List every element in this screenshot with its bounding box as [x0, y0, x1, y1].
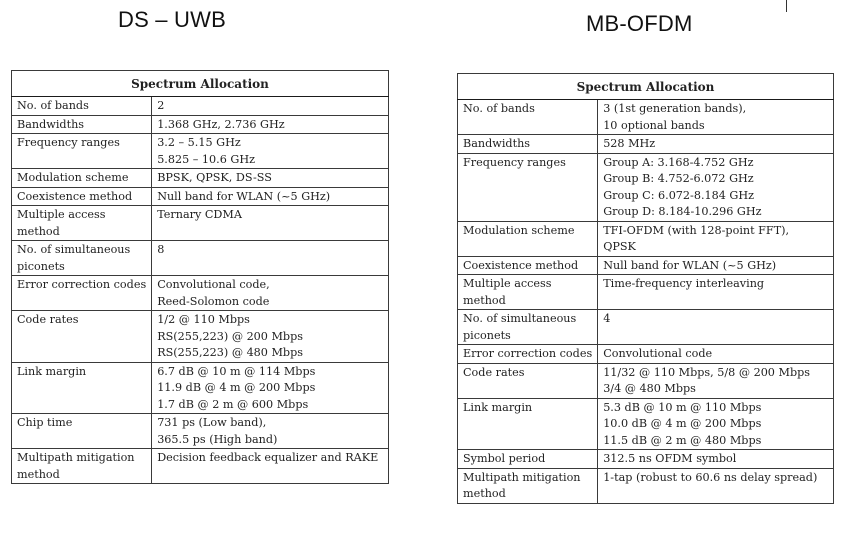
table-header-row	[458, 74, 834, 100]
row-label	[12, 414, 152, 449]
value-line: 11/32 @ 110 Mbps, 5/8 @ 200 Mbps	[603, 365, 811, 379]
ds-uwb-spec-table	[11, 70, 389, 484]
value-line: 1.7 dB @ 2 m @ 600 Mbps	[157, 397, 309, 411]
value-line: Decision feedback equalizer and RAKE	[157, 451, 379, 464]
row-label	[458, 153, 598, 221]
ds-uwb-heading: DS – UWB	[118, 7, 226, 32]
row-label	[12, 169, 152, 188]
row-value	[152, 187, 389, 206]
mb-ofdm-spec-table	[457, 73, 834, 504]
label-line: Bandwidths	[463, 137, 531, 150]
row-value	[598, 468, 834, 503]
value-line: 8	[157, 243, 165, 256]
value-line: 2	[157, 99, 165, 112]
value-line: Time-frequency interleaving	[603, 277, 765, 290]
row-label	[458, 310, 598, 345]
table-row	[458, 100, 834, 135]
table-row	[12, 97, 389, 116]
row-value	[152, 449, 389, 484]
value-line: 11.5 dB @ 2 m @ 480 Mbps	[603, 433, 762, 447]
table-header-row	[12, 71, 389, 97]
row-label	[12, 97, 152, 116]
table-title: Spectrum Allocation	[12, 71, 389, 97]
row-label	[12, 187, 152, 206]
table-row	[12, 276, 389, 311]
table-row	[12, 187, 389, 206]
label-line: piconets	[17, 259, 65, 273]
row-label	[458, 345, 598, 364]
table-row	[12, 362, 389, 414]
value-line: Convolutional code,	[157, 278, 270, 291]
row-value	[152, 169, 389, 188]
table-row	[458, 450, 834, 469]
row-label	[458, 363, 598, 398]
value-line: 11.9 dB @ 4 m @ 200 Mbps	[157, 381, 316, 394]
row-label	[12, 362, 152, 414]
value-line: 3/4 @ 480 Mbps	[603, 382, 696, 395]
label-line: Link margin	[17, 364, 87, 378]
row-label	[12, 276, 152, 311]
table-row	[458, 221, 834, 256]
label-line: Chip time	[17, 416, 73, 429]
value-line: 1/2 @ 110 Mbps	[157, 313, 250, 326]
value-line: 3 (1st generation bands),	[603, 102, 747, 115]
value-line: 731 ps (Low band),	[157, 416, 267, 429]
label-line: Modulation scheme	[17, 171, 129, 184]
value-line: 365.5 ps (High band)	[157, 432, 278, 446]
value-line: Reed-Solomon code	[157, 294, 270, 308]
label-line: Frequency ranges	[17, 136, 120, 149]
label-line: method	[463, 293, 506, 307]
table-row	[12, 206, 389, 241]
value-line: Convolutional code	[603, 347, 713, 360]
table-row	[12, 311, 389, 363]
row-value	[152, 97, 389, 116]
value-line: RS(255,223) @ 480 Mbps	[157, 346, 303, 359]
table-row	[12, 241, 389, 276]
label-line: piconets	[463, 328, 511, 342]
label-line: method	[463, 487, 506, 500]
label-line: No. of bands	[463, 102, 535, 115]
table-row	[12, 414, 389, 449]
row-value	[598, 450, 834, 469]
row-value	[598, 135, 834, 154]
row-value	[598, 100, 834, 135]
table-row	[12, 449, 389, 484]
table-row	[458, 468, 834, 503]
row-label	[458, 468, 598, 503]
value-line: 10 optional bands	[603, 118, 705, 132]
table-row	[458, 256, 834, 275]
value-line: Group C: 6.072-8.184 GHz	[603, 188, 754, 202]
label-line: Bandwidths	[17, 117, 85, 131]
row-value	[598, 256, 834, 275]
label-line: Error correction codes	[17, 278, 147, 291]
label-line: Modulation scheme	[463, 223, 575, 237]
row-label	[12, 115, 152, 134]
label-line: No. of simultaneous	[17, 243, 131, 256]
label-line: Coexistence method	[17, 189, 133, 203]
row-value	[152, 115, 389, 134]
mb-ofdm-heading: MB-OFDM	[586, 11, 693, 36]
label-line: Link margin	[463, 400, 533, 414]
row-value	[152, 241, 389, 276]
label-line: method	[17, 467, 60, 481]
value-line: 1.368 GHz, 2.736 GHz	[157, 117, 285, 131]
label-line: No. of simultaneous	[463, 312, 577, 325]
row-value	[152, 414, 389, 449]
row-label	[12, 449, 152, 484]
row-value	[598, 153, 834, 221]
value-line: 6.7 dB @ 10 m @ 114 Mbps	[157, 364, 316, 378]
value-line: 10.0 dB @ 4 m @ 200 Mbps	[603, 417, 762, 430]
row-label	[458, 100, 598, 135]
label-line: method	[17, 224, 60, 238]
value-line: Ternary CDMA	[157, 208, 242, 221]
row-label	[458, 221, 598, 256]
value-line: Null band for WLAN (~5 GHz)	[603, 258, 777, 272]
value-line: QPSK	[603, 240, 636, 253]
row-label	[458, 275, 598, 310]
value-line: TFI-OFDM (with 128-point FFT),	[603, 223, 790, 237]
row-value	[152, 276, 389, 311]
value-line: 5.3 dB @ 10 m @ 110 Mbps	[603, 400, 762, 414]
value-line: 3.2 – 5.15 GHz	[157, 136, 241, 149]
table-row	[12, 115, 389, 134]
value-line: 5.825 – 10.6 GHz	[157, 152, 255, 166]
row-value	[152, 134, 389, 169]
row-value	[598, 221, 834, 256]
value-line: 528 MHz	[603, 137, 656, 150]
table-row	[458, 135, 834, 154]
table-title: Spectrum Allocation	[458, 74, 834, 100]
value-line: Null band for WLAN (~5 GHz)	[157, 189, 331, 203]
table-row	[458, 275, 834, 310]
table-row	[458, 153, 834, 221]
row-label	[458, 398, 598, 450]
row-label	[12, 311, 152, 363]
row-label	[12, 134, 152, 169]
value-line: 312.5 ns OFDM symbol	[603, 452, 737, 465]
row-value	[152, 362, 389, 414]
value-line: Group A: 3.168-4.752 GHz	[603, 155, 754, 169]
row-label	[458, 135, 598, 154]
label-line: Multipath mitigation	[463, 470, 581, 484]
value-line: RS(255,223) @ 200 Mbps	[157, 329, 303, 343]
table-row	[458, 363, 834, 398]
label-line: Code rates	[463, 365, 525, 379]
table-row	[12, 134, 389, 169]
table-row	[12, 169, 389, 188]
table-body	[458, 100, 834, 504]
table-row	[458, 345, 834, 364]
table-body	[12, 97, 389, 484]
value-line: Group D: 8.184-10.296 GHz	[603, 205, 762, 218]
label-line: Code rates	[17, 313, 79, 326]
row-value	[152, 311, 389, 363]
row-value	[598, 363, 834, 398]
row-value	[598, 310, 834, 345]
table-row	[458, 310, 834, 345]
value-line: 4	[603, 312, 611, 325]
value-line: Group B: 4.752-6.072 GHz	[603, 172, 754, 185]
row-label	[458, 256, 598, 275]
label-line: No. of bands	[17, 99, 89, 112]
row-label	[458, 450, 598, 469]
row-value	[598, 398, 834, 450]
row-value	[152, 206, 389, 241]
label-line: Multiple access	[463, 277, 552, 290]
label-line: Multiple access	[17, 208, 106, 221]
row-label	[12, 241, 152, 276]
value-line: BPSK, QPSK, DS-SS	[157, 171, 272, 184]
label-line: Multipath mitigation	[17, 451, 135, 464]
row-value	[598, 345, 834, 364]
divider-mark	[786, 0, 787, 12]
row-value	[598, 275, 834, 310]
table-row	[458, 398, 834, 450]
row-label	[12, 206, 152, 241]
label-line: Error correction codes	[463, 347, 593, 360]
label-line: Frequency ranges	[463, 155, 566, 169]
label-line: Coexistence method	[463, 258, 579, 272]
value-line: 1-tap (robust to 60.6 ns delay spread)	[603, 470, 818, 484]
label-line: Symbol period	[463, 452, 546, 465]
